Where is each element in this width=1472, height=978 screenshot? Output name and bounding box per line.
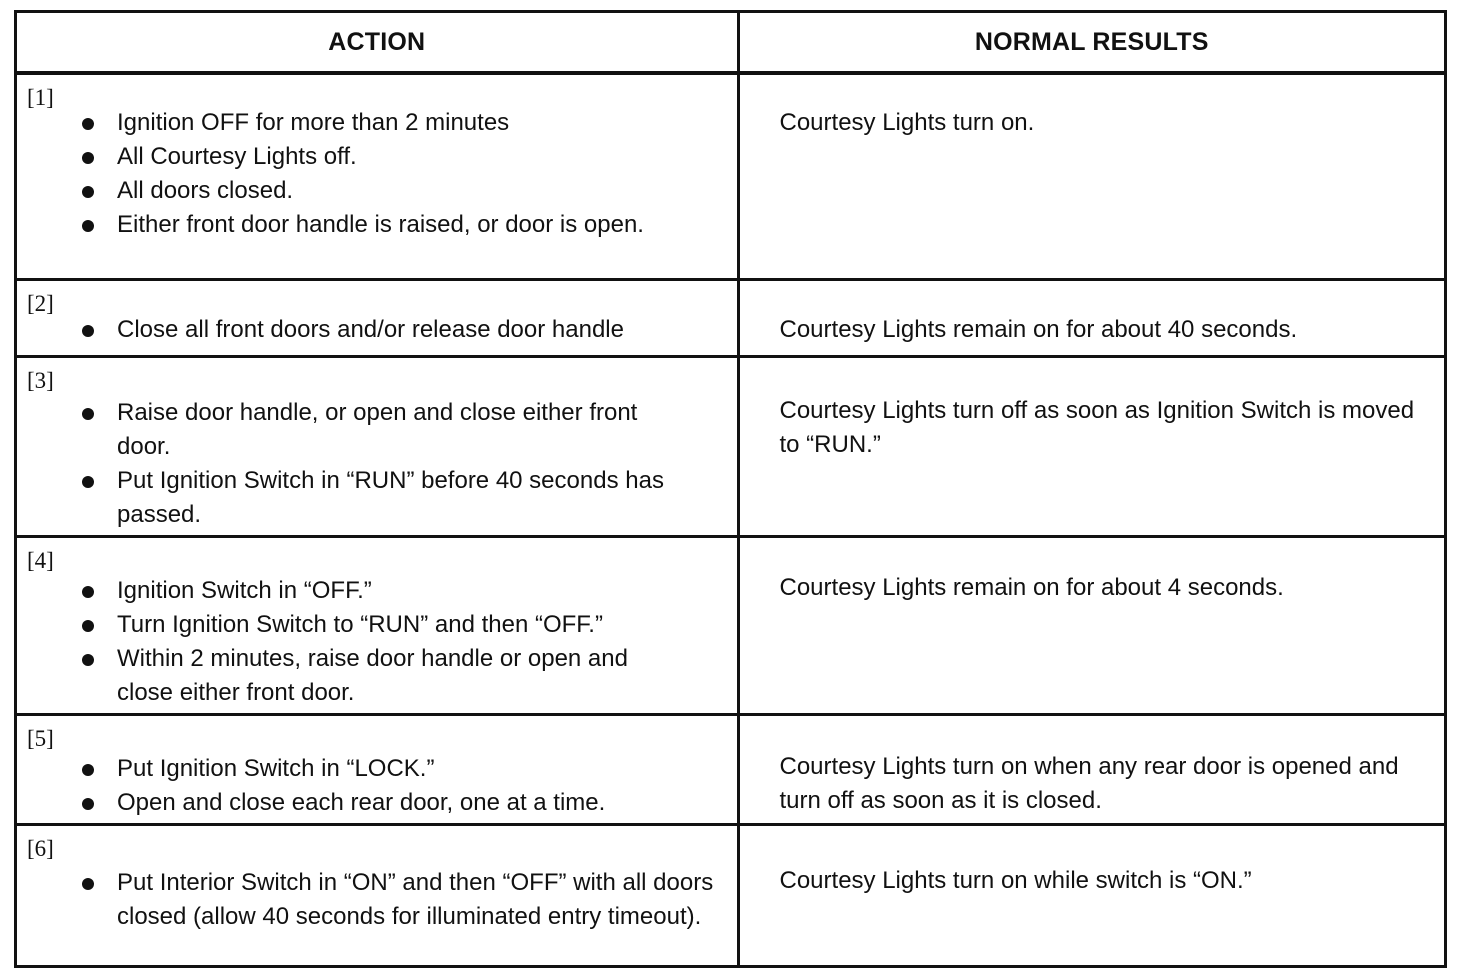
list-item bbox=[75, 208, 727, 242]
result-cell bbox=[738, 715, 1444, 825]
result-cell bbox=[738, 280, 1444, 357]
action-results-table bbox=[17, 13, 1444, 965]
header-row bbox=[17, 13, 1444, 73]
list-item bbox=[75, 464, 727, 532]
result-text: Courtesy Lights turn on. bbox=[779, 109, 1035, 136]
list-item bbox=[75, 313, 727, 347]
bullet-icon bbox=[82, 118, 94, 130]
result-text: Courtesy Lights turn on while switch is “ON.” bbox=[779, 867, 1252, 894]
step-number: [5] bbox=[27, 726, 54, 751]
step-number: [2] bbox=[27, 291, 54, 316]
list-item bbox=[75, 106, 727, 140]
action-text: Either front door handle is raised, or door is open. bbox=[117, 211, 644, 238]
table-row bbox=[17, 537, 1444, 715]
action-text: Ignition Switch in “OFF.” bbox=[117, 577, 372, 604]
bullet-icon bbox=[82, 152, 94, 164]
result-cell bbox=[738, 537, 1444, 715]
action-text: Turn Ignition Switch to “RUN” and then “OFF.” bbox=[117, 611, 603, 638]
bullet-icon bbox=[82, 798, 94, 810]
list-item bbox=[75, 574, 727, 608]
bullet-icon bbox=[82, 408, 94, 420]
action-cell bbox=[17, 825, 738, 966]
table-row bbox=[17, 715, 1444, 825]
action-list bbox=[75, 313, 727, 347]
action-text: Ignition OFF for more than 2 minutes bbox=[117, 109, 510, 136]
bullet-icon bbox=[82, 586, 94, 598]
bullet-icon bbox=[82, 654, 94, 666]
action-text: All doors closed. bbox=[117, 177, 294, 204]
action-cell bbox=[17, 280, 738, 357]
action-cell bbox=[17, 357, 738, 537]
action-text: Put Ignition Switch in “RUN” before 40 seconds has passed. bbox=[117, 467, 664, 528]
list-item bbox=[75, 752, 727, 786]
result-text: Courtesy Lights remain on for about 40 seconds. bbox=[779, 316, 1298, 343]
results-column-header: NORMAL RESULTS bbox=[738, 13, 1444, 73]
table-row bbox=[17, 825, 1444, 966]
bullet-icon bbox=[82, 764, 94, 776]
step-number: [6] bbox=[27, 836, 54, 861]
step-number: [3] bbox=[27, 368, 54, 393]
action-cell bbox=[17, 715, 738, 825]
step-number: [1] bbox=[27, 85, 54, 110]
result-cell bbox=[738, 73, 1444, 280]
table-row bbox=[17, 73, 1444, 280]
list-item bbox=[75, 396, 727, 464]
action-list bbox=[75, 752, 727, 820]
action-list bbox=[75, 396, 727, 532]
action-text: Put Interior Switch in “ON” and then “OFF” with all doors closed (allow 40 seconds for illuminated entry timeout). bbox=[117, 869, 714, 930]
bullet-icon bbox=[82, 878, 94, 890]
action-text: Open and close each rear door, one at a time. bbox=[117, 789, 606, 816]
result-cell bbox=[738, 357, 1444, 537]
list-item bbox=[75, 174, 727, 208]
step-number: [4] bbox=[27, 548, 54, 573]
action-text: All Courtesy Lights off. bbox=[117, 143, 357, 170]
table-row bbox=[17, 280, 1444, 357]
list-item bbox=[75, 866, 727, 934]
action-cell bbox=[17, 537, 738, 715]
result-text: Courtesy Lights turn on when any rear door is opened and turn off as soon as it is closed. bbox=[779, 753, 1399, 814]
action-text: Within 2 minutes, raise door handle or open and close either front door. bbox=[117, 645, 628, 706]
bullet-icon bbox=[82, 325, 94, 337]
action-list bbox=[75, 106, 727, 242]
list-item bbox=[75, 642, 727, 710]
result-cell bbox=[738, 825, 1444, 966]
bullet-icon bbox=[82, 186, 94, 198]
action-column-header: ACTION bbox=[17, 13, 738, 73]
result-text: Courtesy Lights remain on for about 4 seconds. bbox=[779, 574, 1284, 601]
list-item bbox=[75, 786, 727, 820]
action-cell bbox=[17, 73, 738, 280]
action-text: Put Ignition Switch in “LOCK.” bbox=[117, 755, 435, 782]
list-item bbox=[75, 608, 727, 642]
procedure-table bbox=[14, 10, 1447, 968]
action-text: Raise door handle, or open and close either front door. bbox=[117, 399, 638, 460]
bullet-icon bbox=[82, 620, 94, 632]
result-text: Courtesy Lights turn off as soon as Ignition Switch is moved to “RUN.” bbox=[779, 397, 1415, 458]
bullet-icon bbox=[82, 476, 94, 488]
action-list bbox=[75, 866, 727, 934]
bullet-icon bbox=[82, 220, 94, 232]
list-item bbox=[75, 140, 727, 174]
table-row bbox=[17, 357, 1444, 537]
action-text: Close all front doors and/or release door handle bbox=[117, 316, 624, 343]
action-list bbox=[75, 574, 727, 710]
